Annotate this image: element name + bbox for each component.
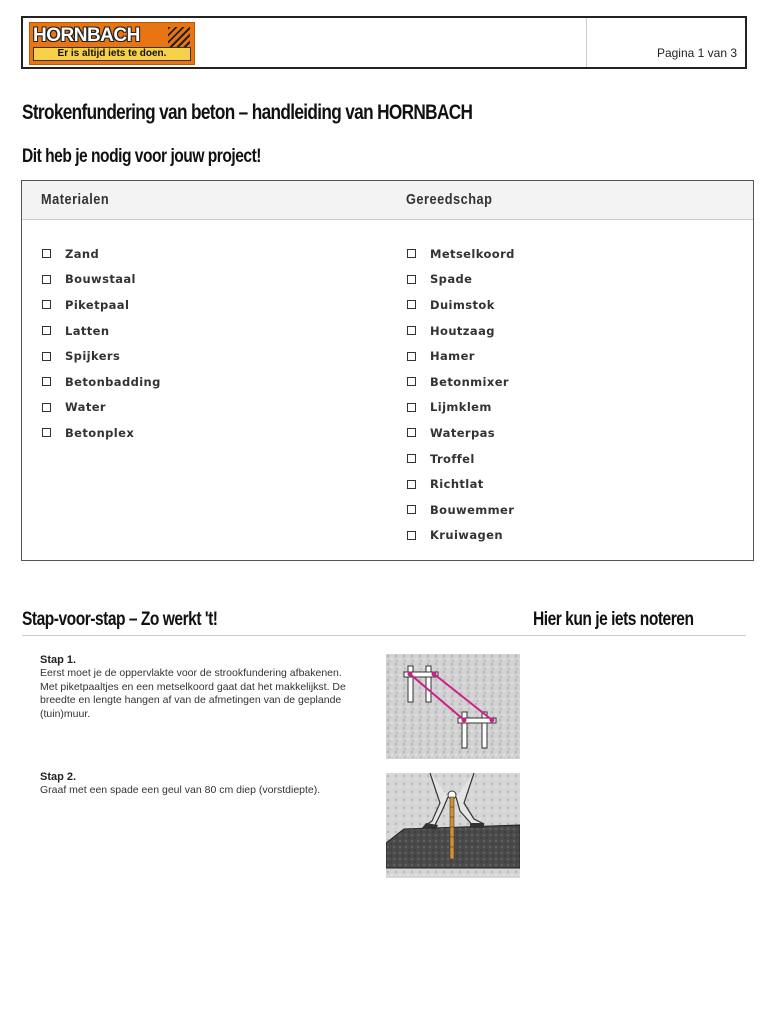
tools-list [407,241,515,548]
material-item-label: Betonbadding [65,374,161,389]
document-subtitle: Dit heb je nodig voor jouw project! [22,146,261,167]
tool-item-label: Lijmklem [430,400,492,415]
tool-item [407,318,515,344]
checkbox-icon[interactable] [407,428,416,437]
material-item [42,267,161,293]
tool-item [407,395,515,421]
tool-item [407,420,515,446]
notes-title: Hier kun je iets noteren [533,609,694,630]
material-item-label: Latten [65,323,110,338]
step-label: Stap 2. [40,771,77,783]
materials-list [42,241,161,446]
tool-item-label: Hamer [430,349,475,364]
logo-slogan: Er is altijd iets te doen. [57,48,167,59]
material-item [42,369,161,395]
tool-item-label: Richtlat [430,477,484,492]
material-item [42,292,161,318]
checkbox-icon[interactable] [407,480,416,489]
tool-item [407,292,515,318]
checkbox-icon[interactable] [407,454,416,463]
checkbox-icon[interactable] [42,300,51,309]
tool-item-label: Spade [430,272,473,287]
tool-item-label: Metselkoord [430,246,515,261]
material-item-label: Bouwstaal [65,272,136,287]
tool-item [407,343,515,369]
logo-wordmark: HORNBACH [33,25,140,46]
logo-slogan-band [33,47,191,61]
checkbox-icon[interactable] [42,377,51,386]
material-item-label: Zand [65,246,100,261]
logo-stripes-icon [168,27,190,47]
checkbox-icon[interactable] [407,531,416,540]
tool-item-label: Troffel [430,451,475,466]
step-2 [40,771,350,798]
tool-item-label: Waterpas [430,425,496,440]
tool-item-label: Kruiwagen [430,528,503,543]
tool-item-label: Houtzaag [430,323,495,338]
material-item-label: Betonplex [65,425,135,440]
tool-item [407,523,515,549]
checkbox-icon[interactable] [42,326,51,335]
tool-item [407,471,515,497]
material-item [42,343,161,369]
checkbox-icon[interactable] [407,403,416,412]
page-number: Pagina 1 van 3 [656,46,737,60]
material-item-label: Piketpaal [65,297,130,312]
checkbox-icon[interactable] [42,249,51,258]
checkbox-icon[interactable] [407,275,416,284]
material-item [42,420,161,446]
needs-table-header [22,181,753,220]
checkbox-icon[interactable] [42,403,51,412]
tool-item-label: Bouwemmer [430,502,515,517]
step-1-illustration [386,654,520,759]
checkbox-icon[interactable] [42,428,51,437]
material-item-label: Water [65,400,107,415]
header-divider [586,18,587,67]
tool-item [407,497,515,523]
step-2-illustration [386,773,520,878]
section-divider [22,635,746,636]
checkbox-icon[interactable] [407,300,416,309]
tool-item [407,241,515,267]
tool-item-label: Duimstok [430,297,495,312]
checkbox-icon[interactable] [42,352,51,361]
needs-table [21,180,754,561]
tool-item-label: Betonmixer [430,374,509,389]
material-item [42,395,161,421]
checkbox-icon[interactable] [407,326,416,335]
checkbox-icon[interactable] [407,249,416,258]
checkbox-icon[interactable] [407,505,416,514]
material-item [42,318,161,344]
tool-item [407,267,515,293]
material-item-label: Spijkers [65,349,121,364]
step-text: Eerst moet je de oppervlakte voor de strookfundering afbakenen. Met piketpaaltjes en een metselkoord gaat dat het makkelijkst. De breedte en lengte hangen af van de afmetingen van de geplande (tuin)muur. [40,667,346,720]
document-title: Strokenfundering van beton – handleiding van HORNBACH [22,101,473,124]
materials-header: Materialen [41,191,110,208]
tool-item [407,369,515,395]
steps-title: Stap-voor-stap – Zo werkt 't! [22,609,218,630]
hornbach-logo [29,22,195,65]
checkbox-icon[interactable] [407,352,416,361]
tools-header: Gereedschap [406,191,493,208]
step-1 [40,654,350,721]
checkbox-icon[interactable] [42,275,51,284]
material-item [42,241,161,267]
tool-item [407,446,515,472]
step-label: Stap 1. [40,654,77,666]
step-text: Graaf met een spade een geul van 80 cm diep (vorstdiepte). [40,784,321,796]
page-header [21,16,747,69]
checkbox-icon[interactable] [407,377,416,386]
